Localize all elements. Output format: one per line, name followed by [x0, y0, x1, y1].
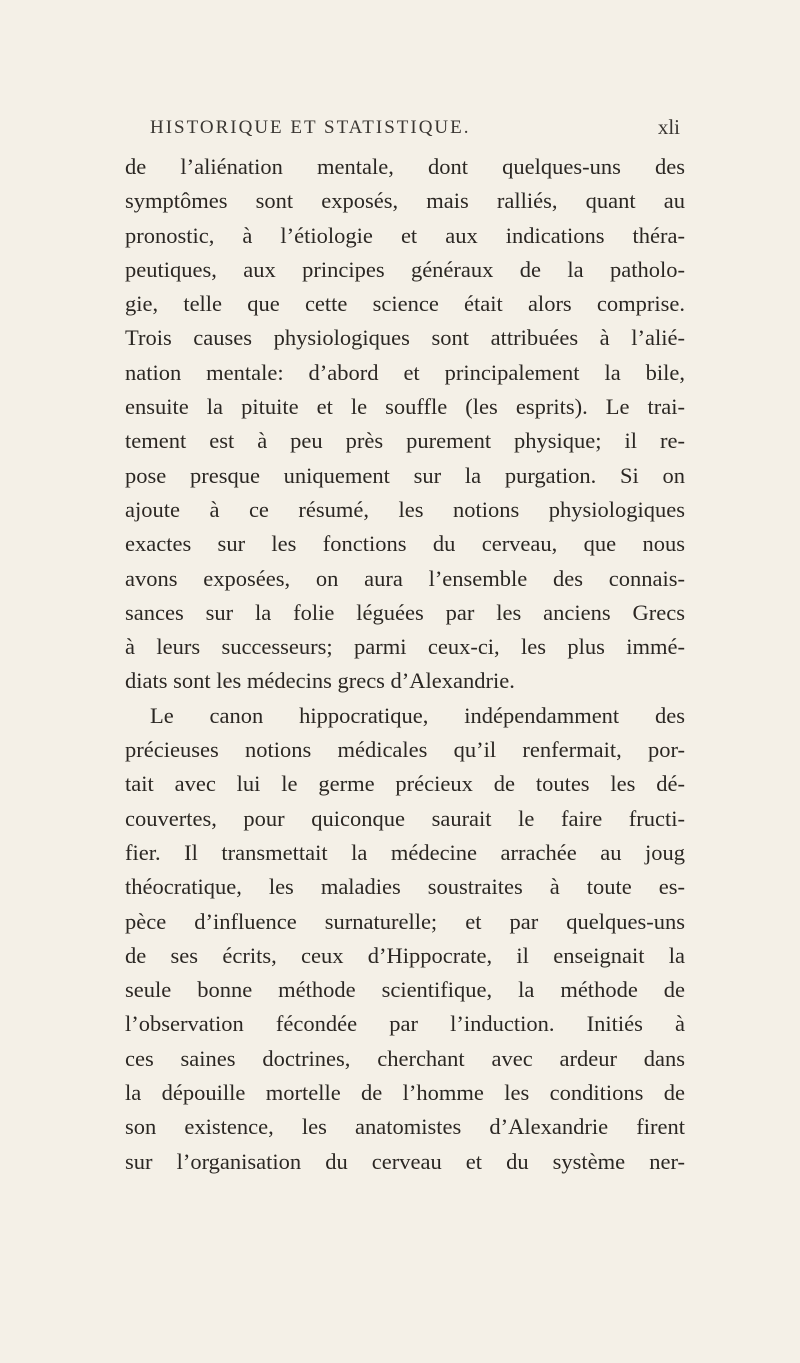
- text-line: l’observation fécondée par l’induction. Initiés à: [125, 1011, 685, 1037]
- text-line: tait avec lui le germe précieux de toutes les dé-: [125, 771, 685, 797]
- text-line: pèce d’influence surnaturelle; et par quelques-uns: [125, 908, 685, 934]
- text-line: pose presque uniquement sur la purgation. Si on: [125, 462, 685, 488]
- text-line: couvertes, pour quiconque saurait le faire fructi-: [125, 805, 685, 831]
- text-line: pronostic, à l’étiologie et aux indications théra-: [125, 222, 685, 248]
- running-head: [150, 117, 680, 147]
- paragraph-start-line: Le canon hippocratique, indépendamment des: [150, 702, 685, 728]
- text-line: de ses écrits, ceux d’Hippocrate, il enseignait la: [125, 942, 685, 968]
- text-line: gie, telle que cette science était alors comprise.: [125, 291, 685, 317]
- text-line: son existence, les anatomistes d’Alexandrie firent: [125, 1114, 685, 1140]
- text-line: seule bonne méthode scientifique, la méthode de: [125, 977, 685, 1003]
- text-line: ensuite la pituite et le souffle (les esprits). Le trai-: [125, 394, 685, 420]
- text-line: ces saines doctrines, cherchant avec ardeur dans: [125, 1045, 685, 1071]
- text-line: ajoute à ce résumé, les notions physiologiques: [125, 496, 685, 522]
- text-line: théocratique, les maladies soustraites à toute es-: [125, 874, 685, 900]
- page-number: xli: [657, 115, 680, 139]
- text-line: la dépouille mortelle de l’homme les conditions de: [125, 1080, 685, 1106]
- text-line: sances sur la folie léguées par les anciens Grecs: [125, 599, 685, 625]
- text-line: peutiques, aux principes généraux de la patholo-: [125, 256, 685, 282]
- text-line: symptômes sont exposés, mais ralliés, quant au: [125, 188, 685, 214]
- text-line: nation mentale: d’abord et principalement la bile,: [125, 359, 685, 385]
- text-line: avons exposées, on aura l’ensemble des connais-: [125, 565, 685, 591]
- text-line: Trois causes physiologiques sont attribuées à l’alié-: [125, 325, 685, 351]
- text-line: sur l’organisation du cerveau et du système ner-: [125, 1148, 685, 1174]
- text-line: tement est à peu près purement physique; il re-: [125, 428, 685, 454]
- text-line: exactes sur les fonctions du cerveau, que nous: [125, 531, 685, 557]
- text-line: à leurs successeurs; parmi ceux-ci, les plus immé-: [125, 634, 685, 660]
- text-line: précieuses notions médicales qu’il renfermait, por-: [125, 737, 685, 763]
- text-line: de l’aliénation mentale, dont quelques-uns des: [125, 154, 685, 179]
- running-title: HISTORIQUE ET STATISTIQUE.: [150, 117, 471, 138]
- body-text: [125, 150, 685, 1179]
- paragraph-end-line: diats sont les médecins grecs d’Alexandrie.: [125, 668, 515, 694]
- text-line: fier. Il transmettait la médecine arrachée au joug: [125, 839, 685, 865]
